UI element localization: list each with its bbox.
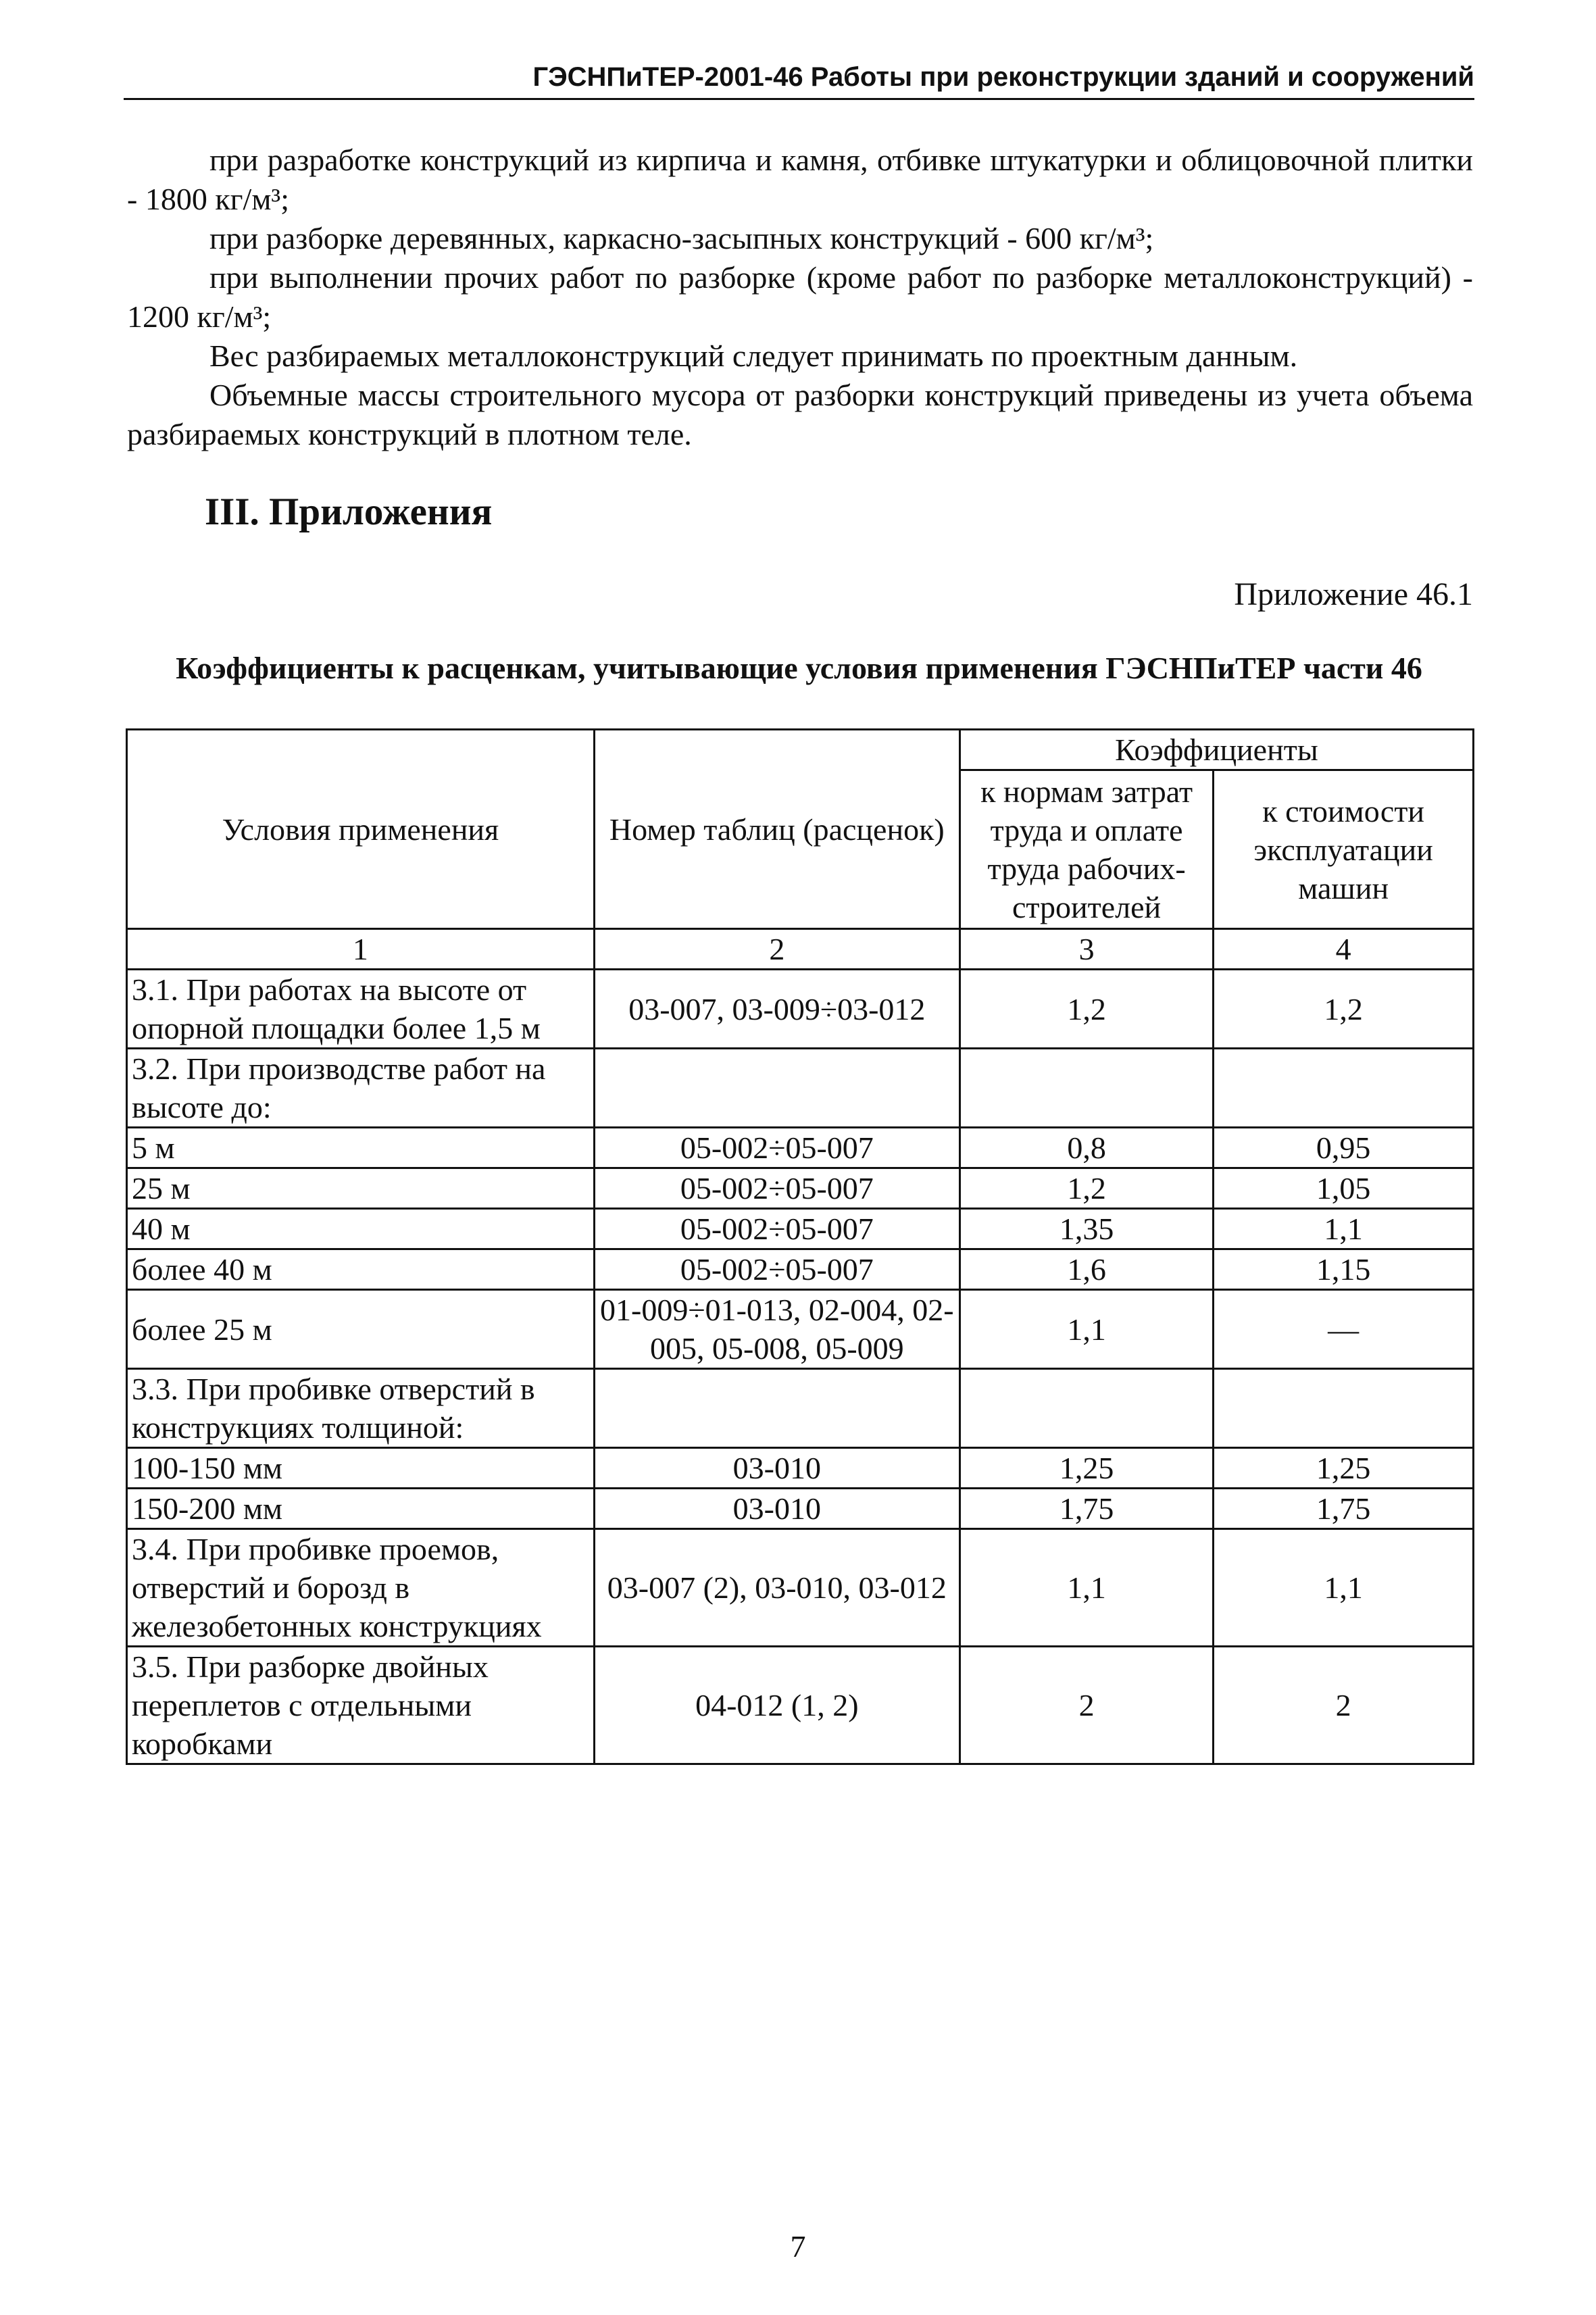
table-row xyxy=(127,1168,1474,1209)
tables-cell: 03-010 xyxy=(594,1448,959,1489)
tables-cell: 05-002÷05-007 xyxy=(594,1168,959,1209)
column-number: 1 xyxy=(127,929,595,970)
machines-cell: 2 xyxy=(1214,1647,1474,1764)
table-row xyxy=(127,970,1474,1049)
condition-cell: 3.1. При работах на высоте от опорной площадки более 1,5 м xyxy=(127,970,595,1049)
labor-cell xyxy=(959,1369,1214,1448)
machines-cell: — xyxy=(1214,1290,1474,1369)
condition-cell: 100-150 мм xyxy=(127,1448,595,1489)
condition-cell: 3.3. При пробивке отверстий в конструкциях толщиной: xyxy=(127,1369,595,1448)
tables-cell: 05-002÷05-007 xyxy=(594,1128,959,1168)
page-number: 7 xyxy=(790,2229,806,2264)
table-row xyxy=(127,1448,1474,1489)
running-title: ГЭСНПиТЕР-2001-46 Работы при реконструкции зданий и сооружений xyxy=(532,62,1474,92)
table-row xyxy=(127,1489,1474,1529)
table-row xyxy=(127,1369,1474,1448)
labor-cell: 1,35 xyxy=(959,1209,1214,1249)
paragraph: Вес разбираемых металлоконструкций следует принимать по проектным данным. xyxy=(209,339,1298,373)
paragraph: Объемные массы строительного мусора от разборки конструкций приведены из учета объема разбираемых конструкций в плотном теле. xyxy=(127,378,1473,451)
labor-cell: 1,25 xyxy=(959,1448,1214,1489)
condition-cell: 3.5. При разборке двойных переплетов с отдельными коробками xyxy=(127,1647,595,1764)
labor-cell: 1,2 xyxy=(959,970,1214,1049)
condition-cell: 3.2. При производстве работ на высоте до: xyxy=(127,1049,595,1128)
section-title: III. Приложения xyxy=(205,491,493,533)
machines-cell: 1,1 xyxy=(1214,1529,1474,1647)
labor-cell: 1,2 xyxy=(959,1168,1214,1209)
condition-cell: более 40 м xyxy=(127,1249,595,1290)
column-number: 2 xyxy=(594,929,959,970)
tables-cell: 01-009÷01-013, 02-004, 02-005, 05-008, 05-009 xyxy=(594,1290,959,1369)
labor-cell: 1,1 xyxy=(959,1290,1214,1369)
table-row xyxy=(127,1128,1474,1168)
header-machines: к стоимости эксплуатации машин xyxy=(1214,770,1474,929)
header-labor: к нормам затрат труда и оплате труда рабочих-строителей xyxy=(959,770,1214,929)
appendix-label: Приложение 46.1 xyxy=(1234,576,1473,612)
table-row xyxy=(127,1249,1474,1290)
table-row xyxy=(127,1290,1474,1369)
column-number: 3 xyxy=(959,929,1214,970)
column-number-row xyxy=(127,929,1474,970)
tables-cell: 03-007, 03-009÷03-012 xyxy=(594,970,959,1049)
machines-cell: 0,95 xyxy=(1214,1128,1474,1168)
condition-cell: 150-200 мм xyxy=(127,1489,595,1529)
condition-cell: 3.4. При пробивке проемов, отверстий и борозд в железобетонных конструкциях xyxy=(127,1529,595,1647)
paragraph: при выполнении прочих работ по разборке (кроме работ по разборке металлоконструкций) - 1200 кг/м³; xyxy=(127,260,1473,334)
tables-cell xyxy=(594,1369,959,1448)
tables-cell: 05-002÷05-007 xyxy=(594,1249,959,1290)
condition-cell: 5 м xyxy=(127,1128,595,1168)
table-row xyxy=(127,1209,1474,1249)
table-row xyxy=(127,1049,1474,1128)
labor-cell: 1,75 xyxy=(959,1489,1214,1529)
condition-cell: 25 м xyxy=(127,1168,595,1209)
paragraph: при разборке деревянных, каркасно-засыпных конструкций - 600 кг/м³; xyxy=(209,221,1154,255)
machines-cell: 1,05 xyxy=(1214,1168,1474,1209)
tables-cell xyxy=(594,1049,959,1128)
body-text xyxy=(127,141,1473,454)
tables-cell: 05-002÷05-007 xyxy=(594,1209,959,1249)
tables-cell: 03-007 (2), 03-010, 03-012 xyxy=(594,1529,959,1647)
machines-cell: 1,75 xyxy=(1214,1489,1474,1529)
table-header-row xyxy=(127,730,1474,770)
labor-cell xyxy=(959,1049,1214,1128)
paragraph: при разработке конструкций из кирпича и камня, отбивке штукатурки и облицовочной плитки - 1800 кг/м³; xyxy=(127,143,1473,216)
machines-cell xyxy=(1214,1049,1474,1128)
machines-cell: 1,1 xyxy=(1214,1209,1474,1249)
header-tables: Номер таблиц (расценок) xyxy=(594,730,959,929)
column-number: 4 xyxy=(1214,929,1474,970)
machines-cell: 1,2 xyxy=(1214,970,1474,1049)
machines-cell xyxy=(1214,1369,1474,1448)
machines-cell: 1,15 xyxy=(1214,1249,1474,1290)
tables-cell: 03-010 xyxy=(594,1489,959,1529)
machines-cell: 1,25 xyxy=(1214,1448,1474,1489)
labor-cell: 0,8 xyxy=(959,1128,1214,1168)
header-coefficients: Коэффициенты xyxy=(959,730,1473,770)
labor-cell: 1,1 xyxy=(959,1529,1214,1647)
table-title: Коэффициенты к расценкам, учитывающие условия применения ГЭСНПиТЕР части 46 xyxy=(176,651,1422,685)
condition-cell: 40 м xyxy=(127,1209,595,1249)
header-conditions: Условия применения xyxy=(127,730,595,929)
labor-cell: 1,6 xyxy=(959,1249,1214,1290)
condition-cell: более 25 м xyxy=(127,1290,595,1369)
coefficients-table xyxy=(126,728,1474,1765)
running-header xyxy=(124,62,1474,100)
table-row xyxy=(127,1529,1474,1647)
labor-cell: 2 xyxy=(959,1647,1214,1764)
tables-cell: 04-012 (1, 2) xyxy=(594,1647,959,1764)
table-row xyxy=(127,1647,1474,1764)
